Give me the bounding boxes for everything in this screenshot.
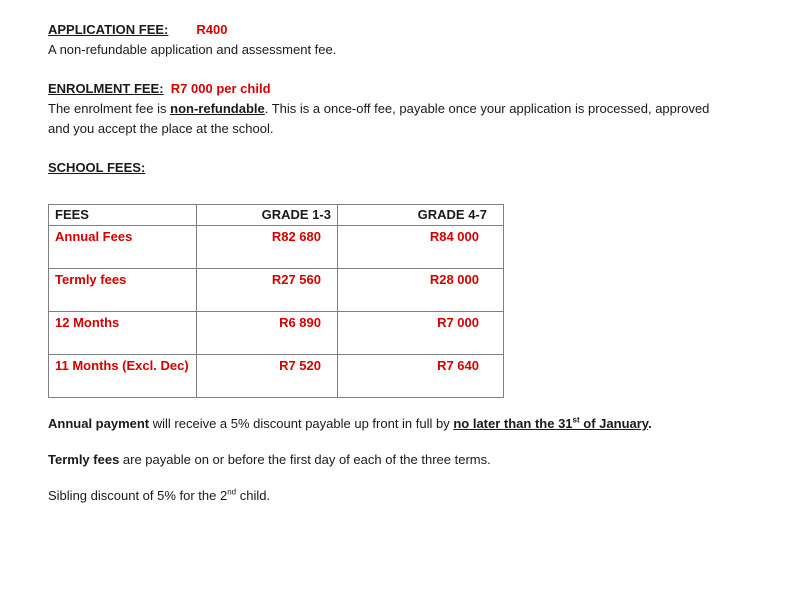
table-cell-label: 11 Months (Excl. Dec) — [49, 355, 197, 398]
application-fee-line — [48, 20, 768, 40]
enrolment-desc-pre: The enrolment fee is — [48, 101, 171, 116]
table-header-row — [49, 205, 504, 226]
fee-document — [48, 20, 768, 503]
sibling-note-post: child. — [236, 488, 271, 503]
table-cell-label: 12 Months — [49, 312, 197, 355]
annual-note-bold: Annual payment — [48, 416, 150, 431]
fees-table — [48, 204, 504, 398]
notes-section — [48, 414, 768, 522]
table-cell-value: R7 640 — [338, 355, 504, 398]
table-row — [49, 269, 504, 312]
application-fee-description: A non-refundable application and assessment fee. — [48, 42, 337, 57]
annual-deadline-post: of January — [579, 416, 649, 431]
enrolment-fee-description-line2: and you accept the place at the school. — [48, 121, 274, 136]
application-fee-label: APPLICATION FEE: — [48, 22, 169, 37]
enrolment-fee-label: ENROLMENT FEE: — [48, 81, 164, 96]
table-cell-value: R84 000 — [338, 226, 504, 269]
school-fees-heading: SCHOOL FEES: — [48, 160, 146, 175]
annual-note-end: . — [648, 416, 652, 431]
enrolment-fee-line — [48, 79, 768, 99]
sibling-discount-note — [48, 486, 768, 506]
termly-fees-note — [48, 450, 768, 470]
enrolment-fee-amount: R7 000 per child — [170, 81, 271, 96]
table-cell-label: Termly fees — [49, 269, 197, 312]
table-row — [49, 226, 504, 269]
enrolment-desc-emphasis: non-refundable — [170, 101, 265, 116]
enrolment-desc-post: . This is a once-off fee, payable once your application is processed, approved — [264, 101, 710, 116]
table-cell-value: R27 560 — [197, 269, 338, 312]
table-cell-value: R28 000 — [338, 269, 504, 312]
termly-note-rest: are payable on or before the first day of each of the three terms. — [119, 452, 491, 467]
annual-note-mid: will receive a 5% discount payable up front in full by — [149, 416, 454, 431]
table-row — [49, 312, 504, 355]
table-header-cell: GRADE 1-3 — [197, 205, 338, 226]
table-header-cell: FEES — [49, 205, 197, 226]
table-row — [49, 355, 504, 398]
annual-deadline — [453, 416, 648, 431]
table-cell-value: R7 000 — [338, 312, 504, 355]
annual-payment-note — [48, 414, 768, 434]
table-header-cell: GRADE 4-7 — [338, 205, 504, 226]
annual-deadline-sup: st — [572, 415, 580, 425]
sibling-note-pre: Sibling discount of 5% for the 2 — [48, 488, 228, 503]
enrolment-fee-description — [48, 99, 768, 119]
annual-deadline-pre: no later than the 31 — [453, 416, 573, 431]
table-cell-label: Annual Fees — [49, 226, 197, 269]
table-cell-value: R82 680 — [197, 226, 338, 269]
application-fee-amount: R400 — [196, 22, 228, 37]
sibling-note-sup: nd — [227, 487, 237, 497]
termly-note-bold: Termly fees — [48, 452, 120, 467]
table-cell-value: R7 520 — [197, 355, 338, 398]
table-cell-value: R6 890 — [197, 312, 338, 355]
